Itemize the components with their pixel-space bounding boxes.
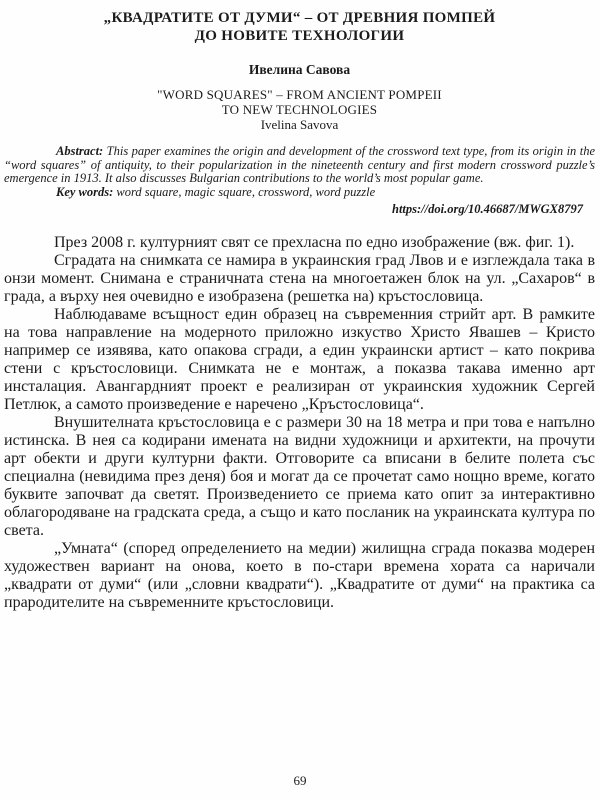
body-paragraph-4: Внушителната кръстословица е с размери 30 на 18 метра и при това е напълно истинска. В нея са кодирани имената на видни художници и архитекти, на прочути арт обекти и други културни факти. Отговорите са вписани в белите полета със специална (невидима през деня) боя и могат да се прочетат само нощно време, когато буквите започват да светят. Произведението се приема като опит за интерактивно облагородяване на градската среда, а също и като посланик на украинската култура по света. [4, 414, 595, 540]
keywords-label: Key words: [56, 184, 114, 199]
title-en-line-1: "WORD SQUARES" – FROM ANCIENT POMPEII [157, 87, 442, 102]
abstract-section [4, 145, 595, 199]
paper-title-bulgarian [4, 9, 595, 45]
abstract-text: This paper examines the origin and development of the crossword text type, from its origin in the “word squares” of antiquity, to their popularization in the nineteenth century and first modern crossword puzzle’s emergence in 1913. It also discusses Bulgarian contributions to the world’s most popular game. [4, 144, 595, 186]
abstract-paragraph [4, 145, 595, 186]
title-bg-line-2: ДО НОВИТЕ ТЕХНОЛОГИИ [194, 28, 405, 44]
abstract-label: Abstract: [56, 144, 104, 158]
body-paragraph-5: „Умната“ (според определението на медии) жилищна сграда показва модерен художествен вариант на онова, което в по-стари времена хората са наричали „квадрати от думи“ (или „словни квадрати“). „Квадратите от думи“ на практика са прародителите на съвременните кръстословици. [4, 540, 595, 612]
keywords-text: word square, magic square, crossword, word puzzle [113, 184, 376, 199]
paper-title-english [4, 87, 595, 117]
body-paragraph-2: Сградата на снимката се намира в украинския град Лвов и е изглеждала така в онзи момент. Снимана е страничната стена на многоетажен блок на ул. „Сахаров“ в града, а върху нея очевидно е изобразена (решетка на) кръстословица. [4, 252, 595, 306]
author-name-english: Ivelina Savova [260, 117, 339, 132]
article-body [4, 234, 595, 612]
doi-link: https://doi.org/10.46687/MWGX8797 [392, 202, 583, 217]
title-en-line-2: TO NEW TECHNOLOGIES [221, 102, 378, 117]
body-paragraph-3: Наблюдаваме всъщност един образец на съвременния стрийт арт. В рамките на това направление на модерното приложно изкуство Христо Явашев – Кристо например се изявява, като опакова сгради, а един украински артист – като покрива стени с кръстословици. Снимката не е монтаж, а показва такава именно арт инсталация. Авангардният проект е реализиран от украинския художник Сергей Петлюк, а самото произведение е наречено „Кръстословица“. [4, 306, 595, 414]
title-bg-line-1: „КВАДРАТИТЕ ОТ ДУМИ“ – ОТ ДРЕВНИЯ ПОМПЕЙ [103, 10, 496, 26]
page-number: 69 [293, 773, 307, 788]
author-name-bulgarian: Ивелина Савова [248, 62, 351, 77]
body-paragraph-1: През 2008 г. културният свят се прехласна по едно изображение (вж. фиг. 1). [54, 234, 575, 252]
keywords-line [4, 186, 595, 200]
